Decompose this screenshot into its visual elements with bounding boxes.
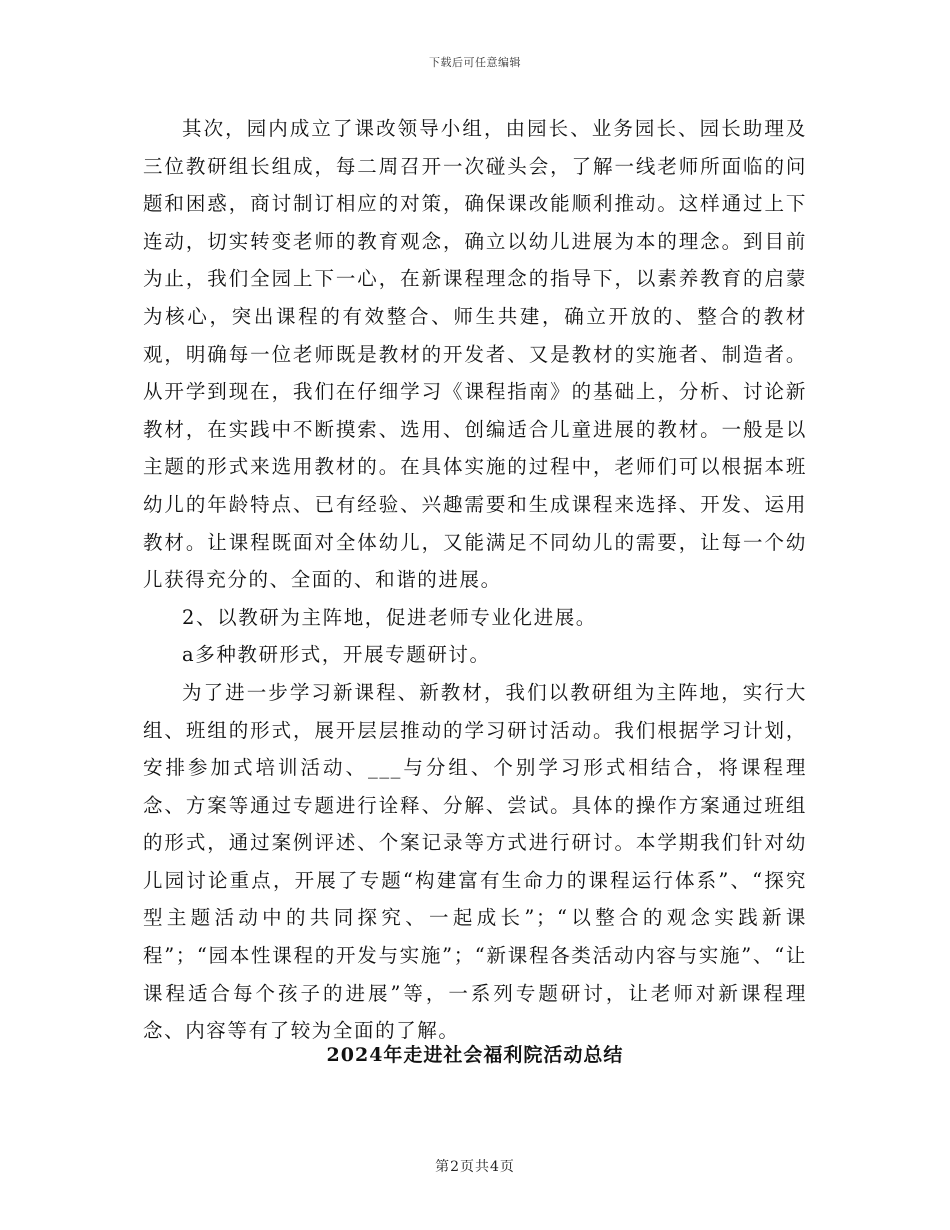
paragraph-3: a多种教研形式，开展专题研讨。 [182, 643, 491, 667]
paragraph-2: 2、以教研为主阵地，促进老师专业化进展。 [182, 605, 597, 629]
body-text [143, 110, 807, 1050]
document-title: 2024年走进社会福利院活动总结 [326, 1044, 624, 1066]
page-number: 第2页共4页 [435, 1159, 515, 1175]
paragraph-1: 其次，园内成立了课改领导小组，由园长、业务园长、园长助理及三位教研组长组成，每二周召开一次碰头会，了解一线老师所面临的问题和困惑，商讨制订相应的对策，确保课改能顺利推动。这样通过上下连动，切实转变老师的教育观念，确立以幼儿进展为本的理念。到目前为止，我们全园上下一心，在新课程理念的指导下，以素养教育的启蒙为核心，突出课程的有效整合、师生共建，确立开放的、整合的教材观，明确每一位老师既是教材的开发者、又是教材的实施者、制造者。从开学到现在，我们在仔细学习《课程指南》的基础上，分析、讨论新教材，在实践中不断摸索、选用、创编适合儿童进展的教材。一般是以主题的形式来选用教材的。在具体实施的过程中，老师们可以根据本班幼儿的年龄特点、已有经验、兴趣需要和生成课程来选择、开发、运用教材。让课程既面对全体幼儿，又能满足不同幼儿的需要，让每一个幼儿获得充分的、全面的、和谐的进展。 [143, 117, 807, 592]
header-note: 下载后可任意编辑 [429, 56, 521, 69]
paragraph-4: 为了进一步学习新课程、新教材，我们以教研组为主阵地，实行大组、班组的形式，展开层层推动的学习研讨活动。我们根据学习计划，安排参加式培训活动、___与分组、个别学习形式相结合，将课程理念、方案等通过专题进行诠释、分解、尝试。具体的操作方案通过班组的形式，通过案例评述、个案记录等方式进行研讨。本学期我们针对幼儿园讨论重点，开展了专题“构建富有生命力的课程运行体系”、“探究型主题活动中的共同探究、一起成长”；“以整合的观念实践新课程”；“园本性课程的开发与实施”；“新课程各类活动内容与实施”、“让课程适合每个孩子的进展”等，一系列专题研讨，让老师对新课程理念、内容等有了较为全面的了解。 [143, 680, 807, 1043]
